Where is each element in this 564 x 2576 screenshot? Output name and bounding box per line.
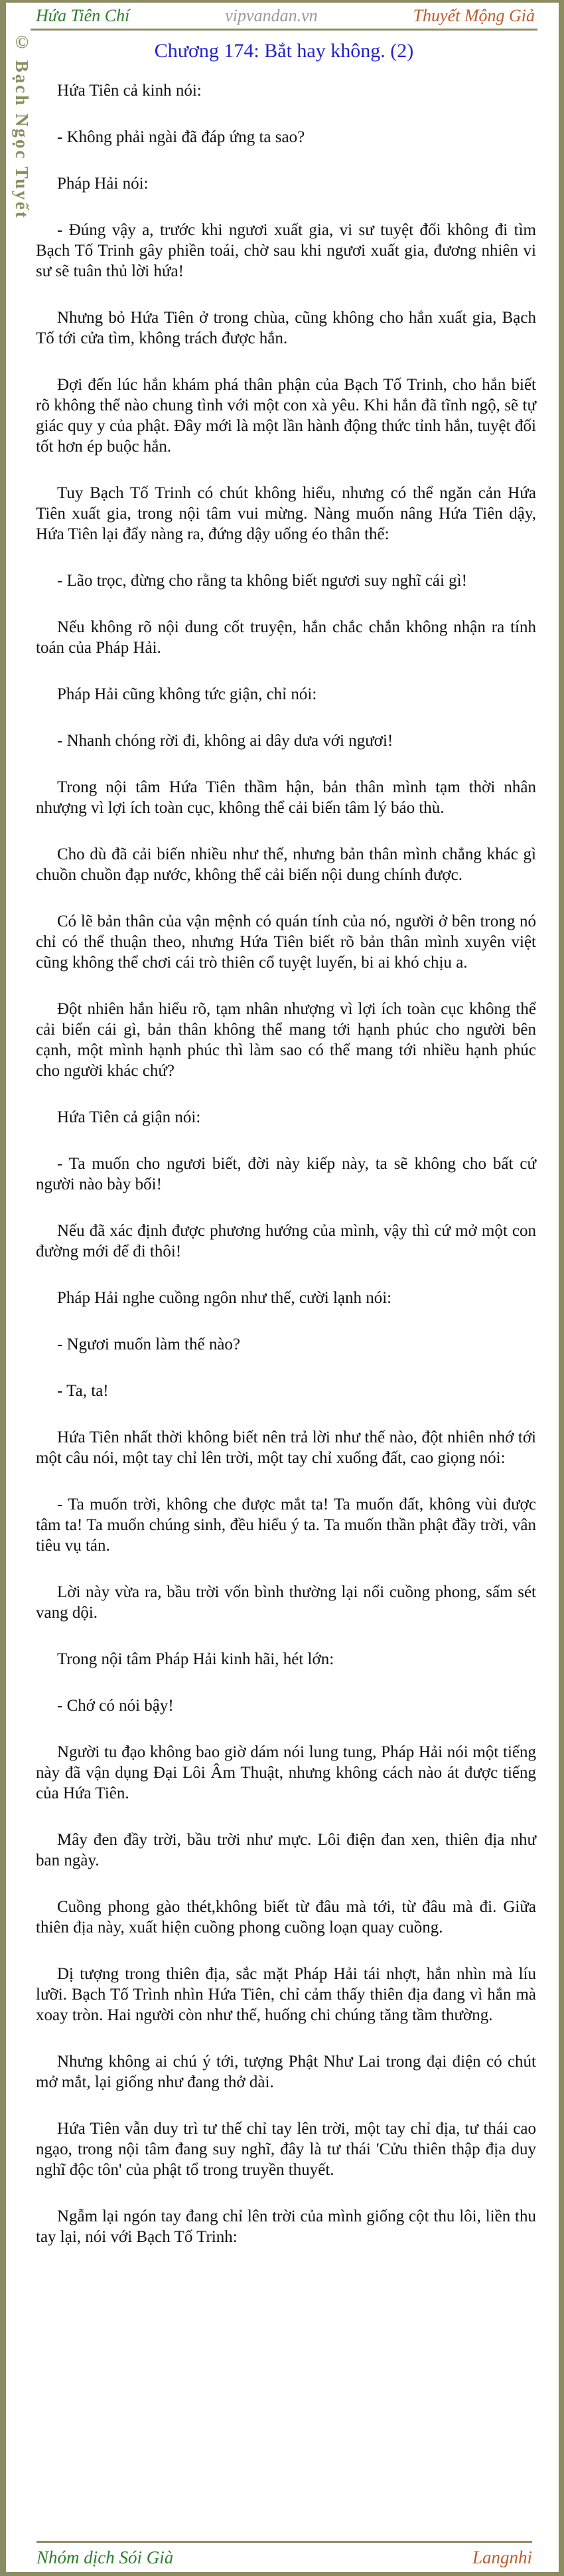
paragraph: Nếu đã xác định được phương hướng của mình, vậy thì cứ mở một con đường mới để đi thôi! [36, 1222, 536, 1260]
site-name: vipvandan.vn [225, 6, 318, 25]
paragraph: Có lẽ bản thân của vận mệnh có quán tính của nó, người ở bên trong nó chỉ có thể thuận theo, nhưng Hứa Tiên biết rõ bản thân mình xuyên việt cũng không thể chơi cái trò thiên cổ tuyệt luyến, bi ai khó chịu a. [36, 912, 536, 972]
paragraph: - Lão trọc, đừng cho rằng ta không biết ngươi suy nghĩ cái gì! [57, 572, 467, 590]
page-header [31, 3, 537, 29]
paragraph: Tuy Bạch Tố Trinh có chút không hiểu, nhưng có thể ngăn cản Hứa Tiên xuất gia, trong nội tâm vui mừng. Nàng muốn nâng Hứa Tiên dậy, Hứa Tiên lại đẩy nàng ra, đứng dậy uống éo thân thể: [36, 484, 536, 543]
paragraph: Hứa Tiên vẫn duy trì tư thế chỉ tay lên trời, một tay chỉ địa, tư thái cao ngạo, trong nội tâm đang suy nghĩ, đây là tư thái 'Cửu thiên thập địa duy nghĩ độc tôn' của phật tổ trong truyền thuyết. [36, 2120, 536, 2179]
chapter-body [31, 80, 537, 2247]
paragraph: Hứa Tiên nhất thời không biết nên trả lời như thế nào, đột nhiên nhớ tới một câu nói, một tay chỉ lên trời, một tay chỉ xuống đất, cao giọng nói: [36, 1428, 536, 1467]
author-name: Thuyết Mộng Giả [413, 6, 535, 25]
paragraph: Hứa Tiên cả kinh nói: [57, 82, 202, 100]
paragraph: Người tu đạo không bao giờ dám nói lung tung, Pháp Hải nói một tiếng này đã vận dụng Đại Lôi Âm Thuật, nhưng không cách nào át được tiếng của Hứa Tiên. [36, 1743, 536, 1802]
paragraph: Trong nội tâm Pháp Hải kinh hãi, hét lớn: [57, 1650, 334, 1668]
chapter-title: Chương 174: Bắt hay không. (2) [154, 40, 414, 62]
paragraph: Đột nhiên hắn hiểu rõ, tạm nhân nhượng vì lợi ích toàn cục không thể cải biến cái gì, bản thân không thể mang tới hạnh phúc cho người bên cạnh, một mình hạnh phúc thì làm sao có thể mang tới nhiều hạnh phúc cho người khác chứ? [36, 1000, 536, 1080]
paragraph: - Nhanh chóng rời đi, không ai dây dưa với ngươi! [57, 732, 393, 750]
paragraph: - Ta muốn cho ngươi biết, đời này kiếp này, ta sẽ không cho bất cứ người nào bày bối! [36, 1155, 536, 1193]
paragraph: - Đúng vậy a, trước khi ngươi xuất gia, vi sư tuyệt đối không đi tìm Bạch Tố Trinh gây phiền toái, chờ sau khi ngươi xuất gia, đương nhiên vi sư sẽ tuân thủ lời hứa! [36, 221, 536, 280]
paragraph: Nhưng không ai chú ý tới, tượng Phật Như Lai trong đại điện có chút mở mắt, lại giống như đang thở dài. [36, 2053, 536, 2091]
paragraph: Pháp Hải nói: [57, 175, 149, 193]
paragraph: Hứa Tiên cả giận nói: [57, 1108, 201, 1126]
paragraph: - Chớ có nói bậy! [57, 1697, 174, 1715]
header-divider [31, 29, 537, 31]
page-footer [36, 2541, 532, 2568]
copyright-watermark: © Bạch Ngọc Tuyết [12, 32, 32, 220]
paragraph: Trong nội tâm Hứa Tiên thầm hận, bản thân mình tạm thời nhân nhượng vì lợi ích toàn cục, không thể cải biến tâm lý báo thù. [36, 778, 536, 817]
paragraph: Cho dù đã cải biến nhiều như thế, nhưng bản thân mình chẳng khác gì chuồn chuồn đạp nước, không thể cải biến nội dung chính được. [36, 845, 536, 884]
paragraph: Cuồng phong gào thét,không biết từ đâu mà tới, từ đâu mà đi. Giữa thiên địa này, xuất hiện cuồng phong cuồng loạn quay cuồng. [36, 1898, 536, 1936]
paragraph: Ngẫm lại ngón tay đang chỉ lên trời của mình giống cột thu lôi, liền thu tay lại, nói với Bạch Tố Trinh: [36, 2207, 536, 2246]
translation-group: Nhóm dịch Sói Già [36, 2547, 174, 2567]
paragraph: - Ta muốn trời, không che được mắt ta! Ta muốn đất, không vùi được tâm ta! Ta muốn chúng sinh, đều hiểu ý ta. Ta muốn thần phật đầy trời, vân tiêu vụ tán. [36, 1496, 536, 1555]
footer-row [36, 2543, 532, 2568]
content-column [31, 3, 537, 2247]
paragraph: Mây đen đầy trời, bầu trời như mực. Lôi điện đan xen, thiên địa như ban ngày. [36, 1831, 536, 1869]
novel-title: Hứa Tiên Chí [36, 6, 130, 25]
paragraph: Pháp Hải cũng không tức giận, chỉ nói: [57, 685, 317, 703]
paragraph: Đợi đến lúc hắn khám phá thân phận của Bạch Tố Trinh, cho hắn biết rõ không thể nào chung tình với một con xà yêu. Khi hắn đã tĩnh ngộ, sẽ tự giác quy y của phật. Đây mới là một lần hành động thức tỉnh hắn, tuyệt đối tốt hơn ép buộc hắn. [36, 376, 536, 456]
paragraph: Lời này vừa ra, bầu trời vốn bình thường lại nổi cuồng phong, sấm sét vang dội. [36, 1583, 536, 1622]
paragraph: Pháp Hải nghe cuồng ngôn như thế, cười lạnh nói: [57, 1289, 392, 1307]
paragraph: - Ta, ta! [57, 1382, 109, 1400]
paragraph: Nhưng bỏ Hứa Tiên ở trong chùa, cũng không cho hắn xuất gia, Bạch Tố tới cửa tìm, không trách được hắn. [36, 309, 536, 347]
paragraph: Dị tượng trong thiên địa, sắc mặt Pháp Hải tái nhợt, hắn nhìn mà líu lưỡi. Bạch Tố Trình nhìn Hứa Tiên, chỉ cảm thấy thiên địa đang vì hắn mà xoay tròn. Hai người còn như thế, huống chi chúng tăng tầm thường. [36, 1965, 536, 2024]
paragraph: - Không phải ngài đã đáp ứng ta sao? [57, 128, 305, 146]
translator-name: Langnhi [472, 2547, 532, 2567]
paragraph: - Ngươi muốn làm thế nào? [57, 1335, 241, 1353]
paragraph: Nếu không rõ nội dung cốt truyện, hắn chắc chắn không nhận ra tính toán của Pháp Hải. [36, 618, 536, 657]
